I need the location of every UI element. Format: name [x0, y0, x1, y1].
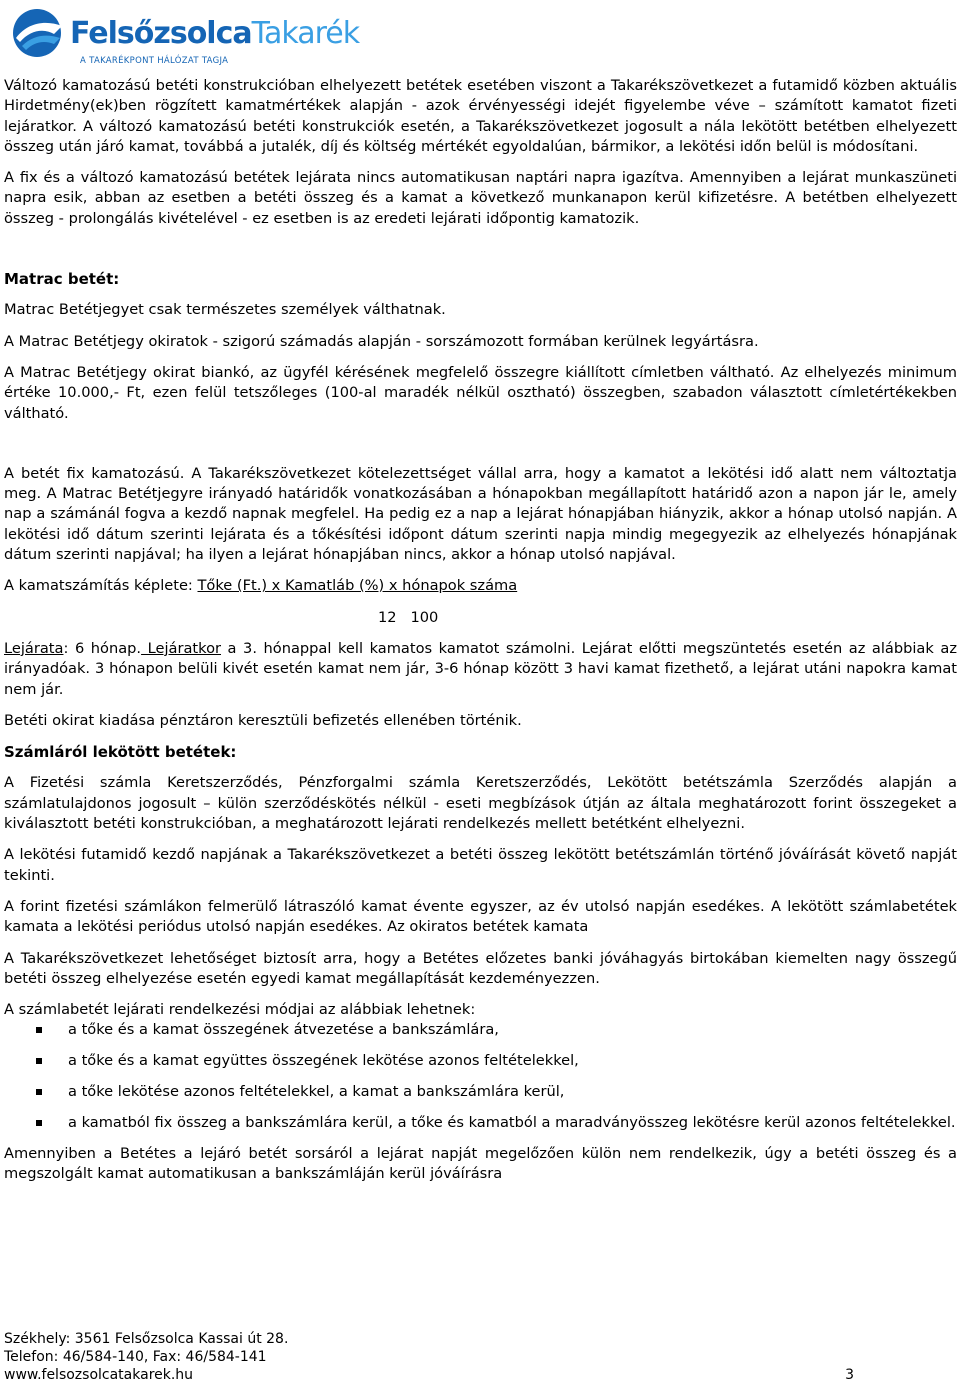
paragraph-matrac-denomination: A Matrac Betétjegy okirat biankó, az ügyfél kérésének megfelelő összegre kiállított címletben váltható. Az elhelyezés minimum értéke 10.000,- Ft, ezen felül tetszőleges (100-al maradék nélkül osztható) összegben, szabadon választott címletértékekben váltható.	[4, 363, 957, 422]
paragraph-maturity-options-intro: A számlabetét lejárati rendelkezési módjai az alábbiak lehetnek:	[4, 1001, 476, 1019]
page-footer	[4, 1330, 854, 1384]
paragraph-maturity-rules	[4, 639, 957, 700]
document-body	[4, 76, 957, 1185]
paragraph-maturity-adjustment: A fix és a változó kamatozású betétek lejárata nincs automatikusan naptári napra igazítva. Amennyiben a lejárat munkaszüneti napra esik, abban az esetben a betéti összeg és a kamat a következő munkanapon kerül kifizetésre. A betétben elhelyezett összeg - prolongálás kivételével - ez esetben is az eredeti lejárati időpontig kamatozik.	[4, 169, 957, 227]
list-item-text: a tőke lekötése azonos feltételekkel, a kamat a bankszámlára kerül,	[68, 1082, 565, 1100]
list-item	[4, 1020, 957, 1040]
list-item	[4, 1051, 957, 1071]
list-item	[4, 1082, 957, 1102]
term-lejaratkor: Lejáratkor	[141, 639, 221, 657]
formula-denominator: 12 100	[378, 608, 439, 626]
paragraph-term-start: A lekötési futamidő kezdő napjának a Takarékszövetkezet a betéti összeg lekötött betétszámlán történő jóváírását követő napját tekinti.	[4, 846, 957, 884]
logo-name-part2: Takarék	[251, 16, 360, 51]
list-item-text: a kamatból fix összeg a bankszámlára kerül, a tőke és kamatból a maradványösszeg lekötésre kerül azonos feltételekkel.	[68, 1113, 956, 1131]
logo-tagline: A TAKARÉKPONT HÁLÓZAT TAGJA	[80, 56, 229, 66]
page-number: 3	[845, 1367, 854, 1383]
footer-website[interactable]: www.felsozsolcatakarek.hu	[4, 1367, 194, 1383]
footer-address: Székhely: 3561 Felsőzsolca Kassai út 28.	[4, 1331, 289, 1347]
square-bullet-icon	[36, 1089, 42, 1095]
heading-matrac: Matrac betét:	[4, 270, 120, 289]
logo-name-part1: Felsőzsolca	[70, 16, 252, 51]
logo-swoosh-icon	[10, 4, 68, 62]
formula-prefix: A kamatszámítás képlete:	[4, 577, 198, 595]
square-bullet-icon	[36, 1027, 42, 1033]
interest-formula	[4, 576, 957, 596]
maturity-term-text: : 6 hónap.	[63, 639, 142, 657]
paragraph-default-disposition: Amennyiben a Betétes a lejáró betét sorsáról a lejárat napját megelőzően külön nem rendelkezik, úgy a betéti összeg és a megszolgált kamat automatikusan a bankszámláján kerül jóváírásra	[4, 1145, 957, 1183]
paragraph-issuance: Betéti okirat kiadása pénztáron keresztüli befizetés ellenében történik.	[4, 711, 522, 729]
paragraph-interest-due: A forint fizetési számlákon felmerülő látraszóló kamat évente egyszer, az év utolsó napján esedékes. A lekötött számlabetétek kamata a lekötési periódus utolsó napján esedékes. Az okiratos betétek kamata	[4, 897, 957, 936]
maturity-options-list	[4, 1020, 957, 1133]
logo-wordmark	[70, 16, 359, 51]
maturity-rules-text: a 3. hónappal kell kamatos kamatot számolni. Lejárat előtti megszüntetés esetén az alábbiak az irányadóak. 3 hónapon belüli kivét esetén kamat nem jár, 3-6 hónap között 3 havi kamat fizethető, a lejárat utáni napokra kamat nem jár.	[4, 639, 957, 698]
paragraph-fixed-interest: A betét fix kamatozású. A Takarékszövetkezet kötelezettséget vállal arra, hogy a kamatot a lekötési idő alatt nem változtatja meg. A Matrac Betétjegyre irányadó határidők vonatkozásában a hónapokban megállapított határidő azon a napon jár le, amely nap a számánál fogva a kezdő napnak megfelel. Ha pedig ez a nap a lejárat hónapjában hiányzik, akkor a hónap utolsó napján. A lekötési idő dátum szerinti lejárata és a tőkésítési időpont dátum szerinti napja mindig megegyezik az elhelyezés hónapjának dátum szerinti napjával; ha ilyen a lejárat hónapjában nincs, akkor a hónap utolsó napjával.	[4, 464, 957, 564]
footer-website-row	[4, 1366, 854, 1384]
paragraph-matrac-eligibility: Matrac Betétjegyet csak természetes személyek válthatnak.	[4, 301, 446, 319]
heading-account-deposits: Számláról lekötött betétek:	[4, 743, 237, 762]
paragraph-individual-rate: A Takarékszövetkezet lehetőséget biztosít arra, hogy a Betétes előzetes banki jóváhagyás birtokában kiemelten nagy összegű betéti összeg elhelyezése esetén egyedi kamat megállapítását kezdeményezzen.	[4, 949, 957, 987]
paragraph-variable-interest: Változó kamatozású betéti konstrukcióban elhelyezett betétek esetében viszont a Takarékszövetkezet a futamidő közben aktuális Hirdetmény(ek)ben rögzített kamatmértékek alapján - azok érvényességi idejét figyelembe véve – számított kamatot fizeti lejáratkor. A változó kamatozású betéti konstrukciók esetén, a Takarékszövetkezet jogosult a nála lekötött betétben elhelyezett összeg után járó kamat, továbbá a jutalék, díj és költség mértékét egyoldalúan, bármikor, a lekötési időn belül is módosítani.	[4, 77, 957, 155]
list-item	[4, 1113, 957, 1133]
term-lejarata: Lejárata	[4, 639, 64, 657]
formula-numerator: Tőke (Ft.) x Kamatláb (%) x hónapok száma	[197, 577, 518, 595]
paragraph-account-framework: A Fizetési számla Keretszerződés, Pénzforgalmi számla Keretszerződés, Lekötött betétszámla Szerződés alapján a számlatulajdonos jogosult – külön szerződéskötés nélkül - eseti megbízások útján az általa meghatározott forint összegeket a kiválasztott betéti konstrukcióban, a meghatározott lejárati rendelkezés mellett betétként elhelyezni.	[4, 774, 957, 833]
list-item-text: a tőke és a kamat összegének átvezetése a bankszámlára,	[68, 1021, 499, 1039]
square-bullet-icon	[36, 1058, 42, 1064]
footer-phone: Telefon: 46/584-140, Fax: 46/584-141	[4, 1349, 267, 1365]
square-bullet-icon	[36, 1120, 42, 1126]
list-item-text: a tőke és a kamat együttes összegének lekötése azonos feltételekkel,	[68, 1052, 579, 1070]
paragraph-matrac-documents: A Matrac Betétjegy okiratok - szigorú számadás alapján - sorszámozott formában kerülnek legyártásra.	[4, 332, 759, 350]
bank-logo	[10, 4, 360, 66]
